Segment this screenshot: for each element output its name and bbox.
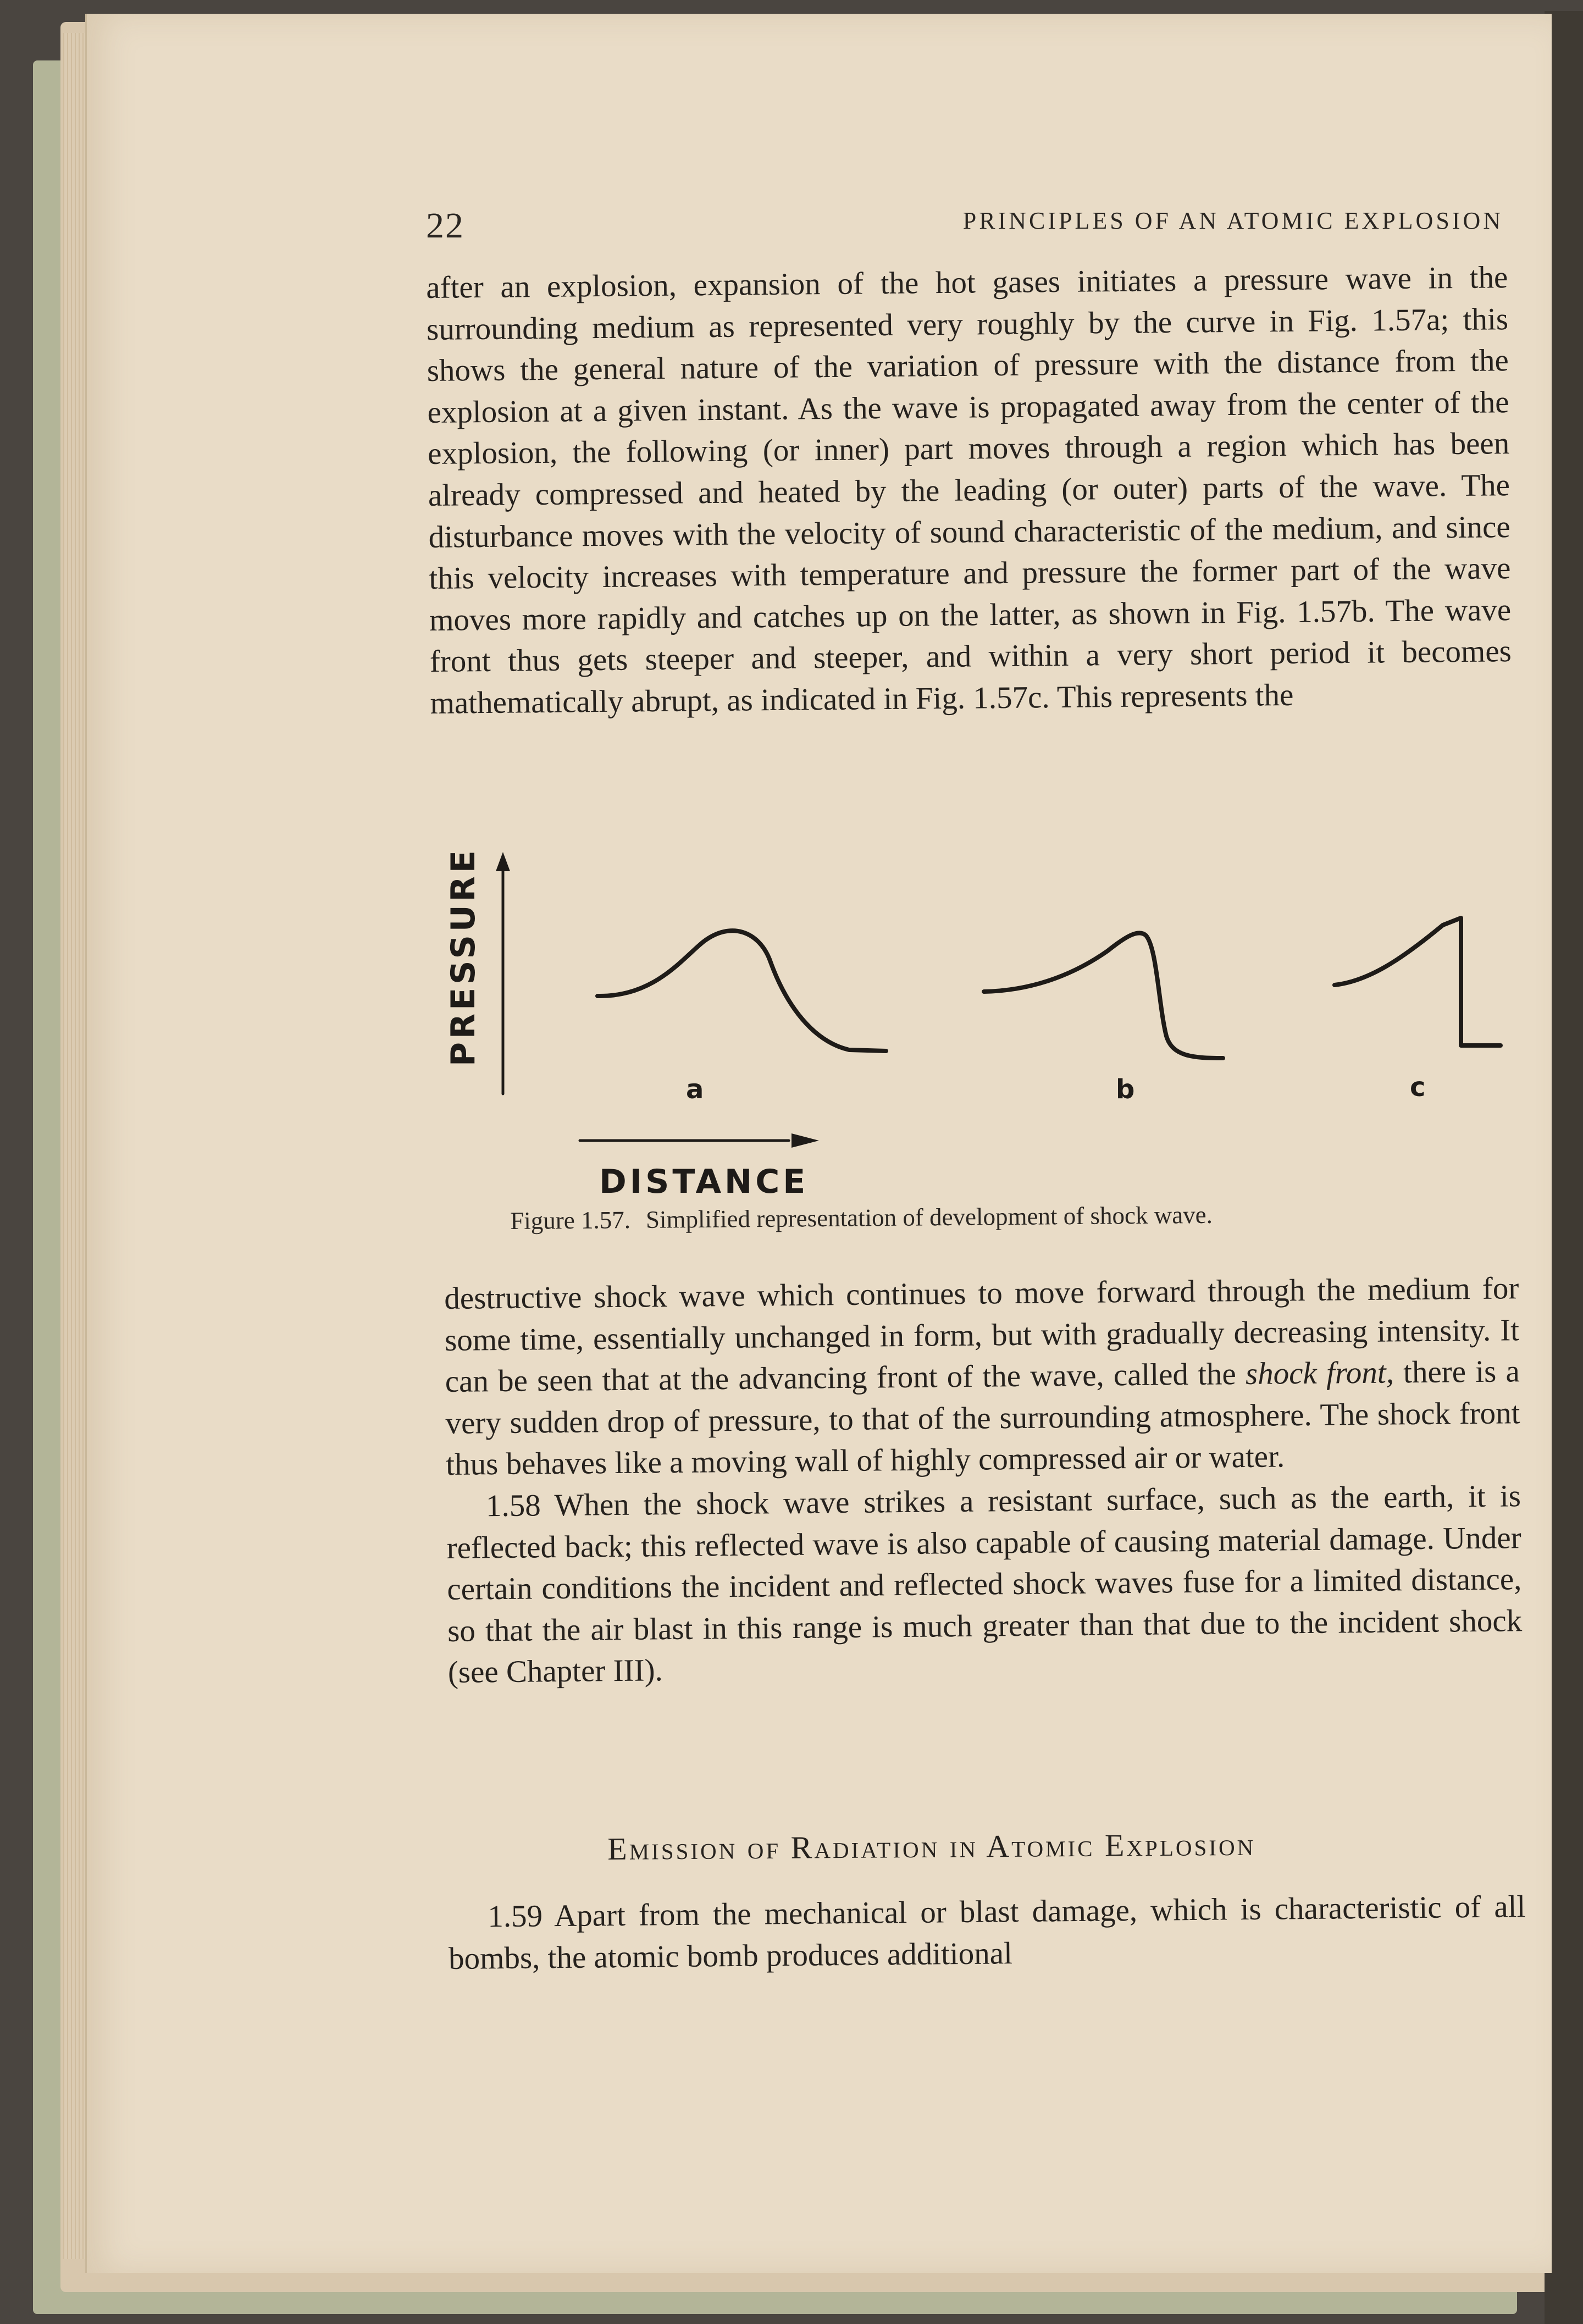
paragraph-2 bbox=[444, 1268, 1523, 1694]
running-title: PRINCIPLES OF AN ATOMIC EXPLOSION bbox=[962, 207, 1503, 234]
x-axis-label: DISTANCE bbox=[599, 1163, 809, 1201]
figure-caption bbox=[510, 1200, 1213, 1235]
wave-curve-b bbox=[984, 933, 1223, 1058]
paragraph-1 bbox=[426, 257, 1512, 724]
panel-label-b: b bbox=[1116, 1074, 1135, 1105]
paragraph-3-text: 1.58 When the shock wave strikes a resistant surface, such as the earth, it is reflected back; this reflected wave is also capable of causing material damage. Under certain conditions the incident and reflected shock waves fuse for a limited distance, so that the air blast in this range is much greater than that due to the incident shock (see Chapter III). bbox=[446, 1479, 1523, 1690]
wave-curve-a bbox=[597, 931, 886, 1051]
caption-text: Simplified representation of development of shock wave. bbox=[645, 1200, 1213, 1233]
section-heading: Emission of Radiation in Atomic Explosion bbox=[607, 1826, 1256, 1867]
panel-label-c: c bbox=[1410, 1072, 1426, 1103]
page-edges bbox=[63, 33, 85, 2259]
pressure-axis-arrowhead bbox=[496, 852, 510, 871]
caption-number: Figure 1.57. bbox=[510, 1206, 631, 1235]
distance-axis-arrowhead bbox=[792, 1133, 819, 1148]
paragraph-4 bbox=[448, 1886, 1526, 1979]
panel-label-a: a bbox=[686, 1074, 704, 1105]
shock-front-term: shock front, bbox=[1245, 1355, 1394, 1392]
wave-curve-c bbox=[1335, 918, 1501, 1045]
page-number: 22 bbox=[426, 206, 464, 246]
paragraph-2-text bbox=[444, 1268, 1521, 1486]
shock-wave-figure bbox=[434, 841, 1534, 1242]
paragraph-2-part-1: destructive shock wave which continues to move forward through the medium for some time, essentially unchanged in form, but with gradually decreasing intensity. It can be seen that at the advancing front of the wave, called the bbox=[444, 1271, 1520, 1399]
y-axis-label: PRESSURE bbox=[444, 847, 483, 1066]
paragraph-2-part-2: there is a very sudden drop of pressure, to that of the surrounding atmosphere. The shock front thus behaves like a moving wall of highly compressed air or water. bbox=[445, 1354, 1520, 1482]
paragraph-1-text: after an explosion, expansion of the hot gases initiates a pressure wave in the surrounding medium as represented very roughly by the curve in Fig. 1.57a; this shows the general nature of the variation of pressure with the distance from the explosion at a given instant. As the wave is propagated away from the center of the explosion, the following (or inner) part moves through a region which has been already compressed and heated by the leading (or outer) parts of the wave. The disturbance moves with the velocity of sound characteristic of the medium, and since this velocity increases with temperature and pressure the former part of the wave moves more rapidly and catches up on the latter, as shown in Fig. 1.57b. The wave front thus gets steeper and steeper, and within a very short period it becomes mathematically abrupt, as indicated in Fig. 1.57c. This represents the bbox=[426, 260, 1512, 721]
paragraph-4-text: 1.59 Apart from the mechanical or blast damage, which is characteristic of all bombs, the atomic bomb produces additional bbox=[448, 1889, 1526, 1976]
running-header bbox=[426, 202, 1503, 246]
